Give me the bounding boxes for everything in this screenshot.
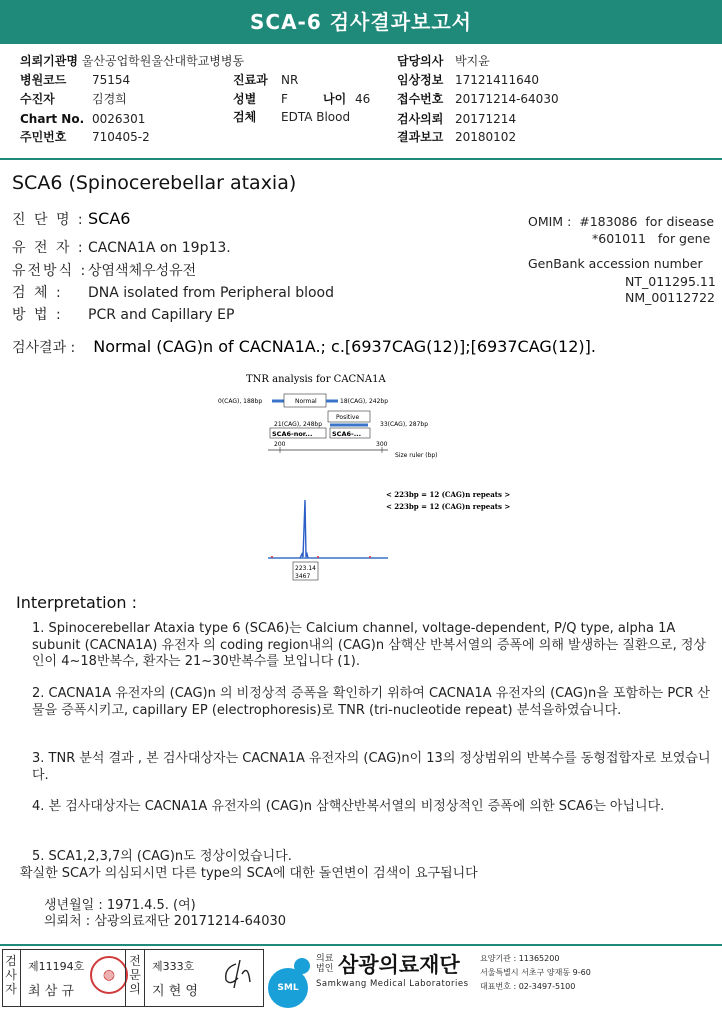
- sml-logo-icon: [268, 956, 316, 1004]
- peak-trace: [300, 500, 308, 558]
- interpretation-para-5: 5. SCA1,2,3,7의 (CAG)n도 정상이었습니다.: [32, 849, 292, 864]
- report-row: [397, 128, 516, 146]
- sex-row: [233, 90, 370, 108]
- noise-mark-3: [369, 556, 371, 558]
- hospital-code-label: 병원코드: [20, 73, 67, 87]
- dept-row: [233, 71, 298, 89]
- patient-value: 김경희: [92, 92, 127, 106]
- sca6-normal-bin-label: SCA6-nor...: [272, 430, 313, 438]
- rrn-label: 주민번호: [20, 130, 67, 144]
- genbank-label: GenBank accession number: [528, 256, 703, 271]
- specialist-name: 지 현 영: [152, 984, 198, 999]
- sca6-normal-size-label: 21(CAG), 248bp: [274, 421, 323, 428]
- interpretation-para-2: 2. CACNA1A 유전자의 (CAG)n 의 비정상적 증폭을 확인하기 위하여 CACNA1A 유전자의 (CAG)n을 포함하는 PCR 산물을 증폭시키고, capillary EP (electrophoresis)로 TNR (tri-nucleotide repeat) 분석을하였습니다.: [32, 686, 710, 718]
- report-value: 20180102: [455, 130, 517, 144]
- report-heading: SCA6 (Spinocerebellar ataxia): [12, 172, 297, 194]
- method-field: [12, 304, 234, 324]
- inheritance-label: 유전방식 :: [12, 263, 88, 279]
- specimen-label: 검체: [233, 110, 257, 124]
- receipt-label: 접수번호: [397, 92, 444, 106]
- inheritance-field: [12, 260, 196, 280]
- diagnosis-label: 진 단 명 :: [12, 212, 85, 228]
- clinical-label: 임상정보: [397, 73, 444, 87]
- receipt-value: 20171214-64030: [455, 92, 559, 106]
- result-line: [12, 337, 596, 357]
- chart-label: Chart No.: [20, 112, 85, 126]
- gene-value: CACNA1A on 19p13.: [88, 240, 231, 256]
- sca6-positive-size-label: 33(CAG), 287bp: [380, 421, 429, 428]
- specimen-row: [233, 108, 350, 126]
- peak-height: 3467: [295, 573, 311, 580]
- org-name: 삼광의료재단: [338, 953, 460, 977]
- omim-disease-id: #183086: [579, 214, 638, 229]
- repeat-result-1: < 223bp = 12 (CAG)n repeats >: [386, 490, 511, 499]
- sca6-positive-bin-label: SCA6-...: [332, 430, 362, 438]
- specimen-field: [12, 282, 334, 302]
- request-value: 20171214: [455, 112, 517, 126]
- result-label: 검사결과 :: [12, 340, 76, 356]
- dept-value: NR: [281, 73, 299, 87]
- specialist-license: 제333호: [152, 960, 195, 973]
- noise-mark-2: [317, 556, 319, 558]
- request-row: [397, 110, 516, 128]
- patient-info: [0, 50, 722, 160]
- sex-label: 성별: [233, 92, 257, 106]
- genbank-nt: NT_011295.11: [625, 274, 716, 289]
- hospital-code-value: 75154: [92, 73, 131, 87]
- birth-date: 생년월일 : 1971.4.5. (여): [44, 898, 196, 913]
- interpretation-para-5b: 확실한 SCA가 의심되시면 다른 type의 SCA에 대한 돌연변이 검색이 요구됩니다: [20, 866, 478, 881]
- interpretation-heading: Interpretation :: [16, 593, 137, 612]
- institution-value: 울산공업학원울산대학교병병동: [81, 54, 245, 68]
- sex-value: F: [281, 92, 288, 106]
- sml-logo-text: SML: [268, 968, 308, 1008]
- method-label: 방 법 :: [12, 307, 63, 323]
- specimen-field-label: 검 체 :: [12, 285, 63, 301]
- org-address: 서울특별시 서초구 양재동 9-60: [480, 968, 591, 977]
- footer: [0, 944, 722, 1010]
- genbank-nm: NM_00112722: [625, 290, 716, 305]
- clinical-row: [397, 71, 539, 89]
- specimen-value: EDTA Blood: [281, 110, 351, 124]
- positive-label: Positive: [336, 414, 360, 421]
- org-tel: 대표번호 : 02-3497-5100: [480, 982, 576, 991]
- result-value: Normal (CAG)n of CACNA1A.; c.[6937CAG(12)];[6937CAG(12)].: [93, 337, 596, 356]
- noise-mark-1: [271, 556, 273, 558]
- omim-disease: [528, 214, 714, 229]
- request-label: 검사의뢰: [397, 112, 444, 126]
- referral: 의뢰처 : 삼광의료재단 20171214-64030: [44, 914, 287, 929]
- report-title: SCA-6 검사결과보고서: [0, 0, 722, 44]
- patient-label: 수진자: [20, 92, 55, 106]
- inspector-vertical-label: 검사자: [5, 954, 17, 996]
- omim-gene-for: for gene: [657, 231, 711, 246]
- peak-size: 223.14: [295, 565, 316, 572]
- specialist-signature: [218, 954, 258, 994]
- tnr-figure: [210, 368, 530, 583]
- figure-title: TNR analysis for CACNA1A: [246, 374, 386, 385]
- method-value: PCR and Capillary EP: [88, 307, 235, 323]
- diagnosis-field: [12, 209, 130, 229]
- inspector-seal-icon: ◍: [90, 956, 128, 994]
- normal-right-label: 18(CAG), 242bp: [340, 398, 389, 405]
- gene-label: 유 전 자 :: [12, 240, 85, 256]
- omim-gene: [592, 231, 710, 246]
- patient-row: [20, 90, 127, 108]
- gene-field: [12, 237, 231, 257]
- org-code: 요양기관 : 11365200: [480, 954, 560, 963]
- report-label: 결과보고: [397, 130, 444, 144]
- org-prefix: 의료법인: [316, 954, 334, 974]
- inheritance-value: 상염색체우성유전: [88, 263, 197, 279]
- chart-value: 0026301: [92, 112, 146, 126]
- hospital-code-row: [20, 71, 130, 89]
- diagnosis-value: SCA6: [88, 209, 131, 228]
- doctor-value: 박지윤: [455, 54, 490, 68]
- specimen-field-value: DNA isolated from Peripheral blood: [88, 285, 335, 301]
- rrn-row: [20, 128, 150, 146]
- interpretation-para-1: 1. Spinocerebellar Ataxia type 6 (SCA6)는 Calcium channel, voltage-dependent, P/Q type, alpha 1A subunit (CACNA1A) 유전자 의 coding region내의 (CAG)n 삼핵산 반복서열의 증폭에 의해 발생하는 질환으로, 정상인이 4~18반복수, 환자는 21~30반복수를 보입니다 (1).: [32, 621, 706, 669]
- chart-row: [20, 110, 145, 128]
- omim-gene-id: *601011: [592, 231, 646, 246]
- clinical-value: 17121411640: [455, 73, 539, 87]
- inspector-name: 최 삼 규: [28, 984, 74, 999]
- normal-label: Normal: [295, 398, 317, 405]
- inspector-license: 제11194호: [28, 960, 85, 973]
- age-label: 나이: [323, 92, 347, 106]
- omim-disease-for: for disease: [645, 214, 715, 229]
- repeat-result-2: < 223bp = 12 (CAG)n repeats >: [386, 502, 511, 511]
- specialist-vertical-label: 전문의: [129, 954, 141, 996]
- institution-label: 의뢰기관명: [20, 54, 78, 68]
- omim-label: OMIM :: [528, 214, 572, 229]
- doctor-label: 담당의사: [397, 54, 444, 68]
- ruler-label: Size ruler (bp): [395, 452, 438, 459]
- normal-left-label: 0(CAG), 188bp: [218, 398, 263, 405]
- age-value: 46: [355, 92, 371, 106]
- institution-row: [20, 52, 244, 70]
- ruler-tick-300: 300: [376, 441, 388, 448]
- interpretation-para-4: 4. 본 검사대상자는 CACNA1A 유전자의 (CAG)n 삼핵산반복서열의 비정상적인 증폭에 의한 SCA6는 아닙니다.: [32, 799, 665, 814]
- interpretation-para-3: 3. TNR 분석 결과 , 본 검사대상자는 CACNA1A 유전자의 (CAG)n이 13의 정상범위의 반복수를 동형접합자로 보였습니다.: [32, 751, 711, 783]
- ruler-tick-200: 200: [274, 441, 286, 448]
- doctor-row: [397, 52, 490, 70]
- org-name-en: Samkwang Medical Laboratories: [316, 979, 469, 989]
- rrn-value: 710405-2: [92, 130, 150, 144]
- receipt-row: [397, 90, 559, 108]
- dept-label: 진료과: [233, 73, 268, 87]
